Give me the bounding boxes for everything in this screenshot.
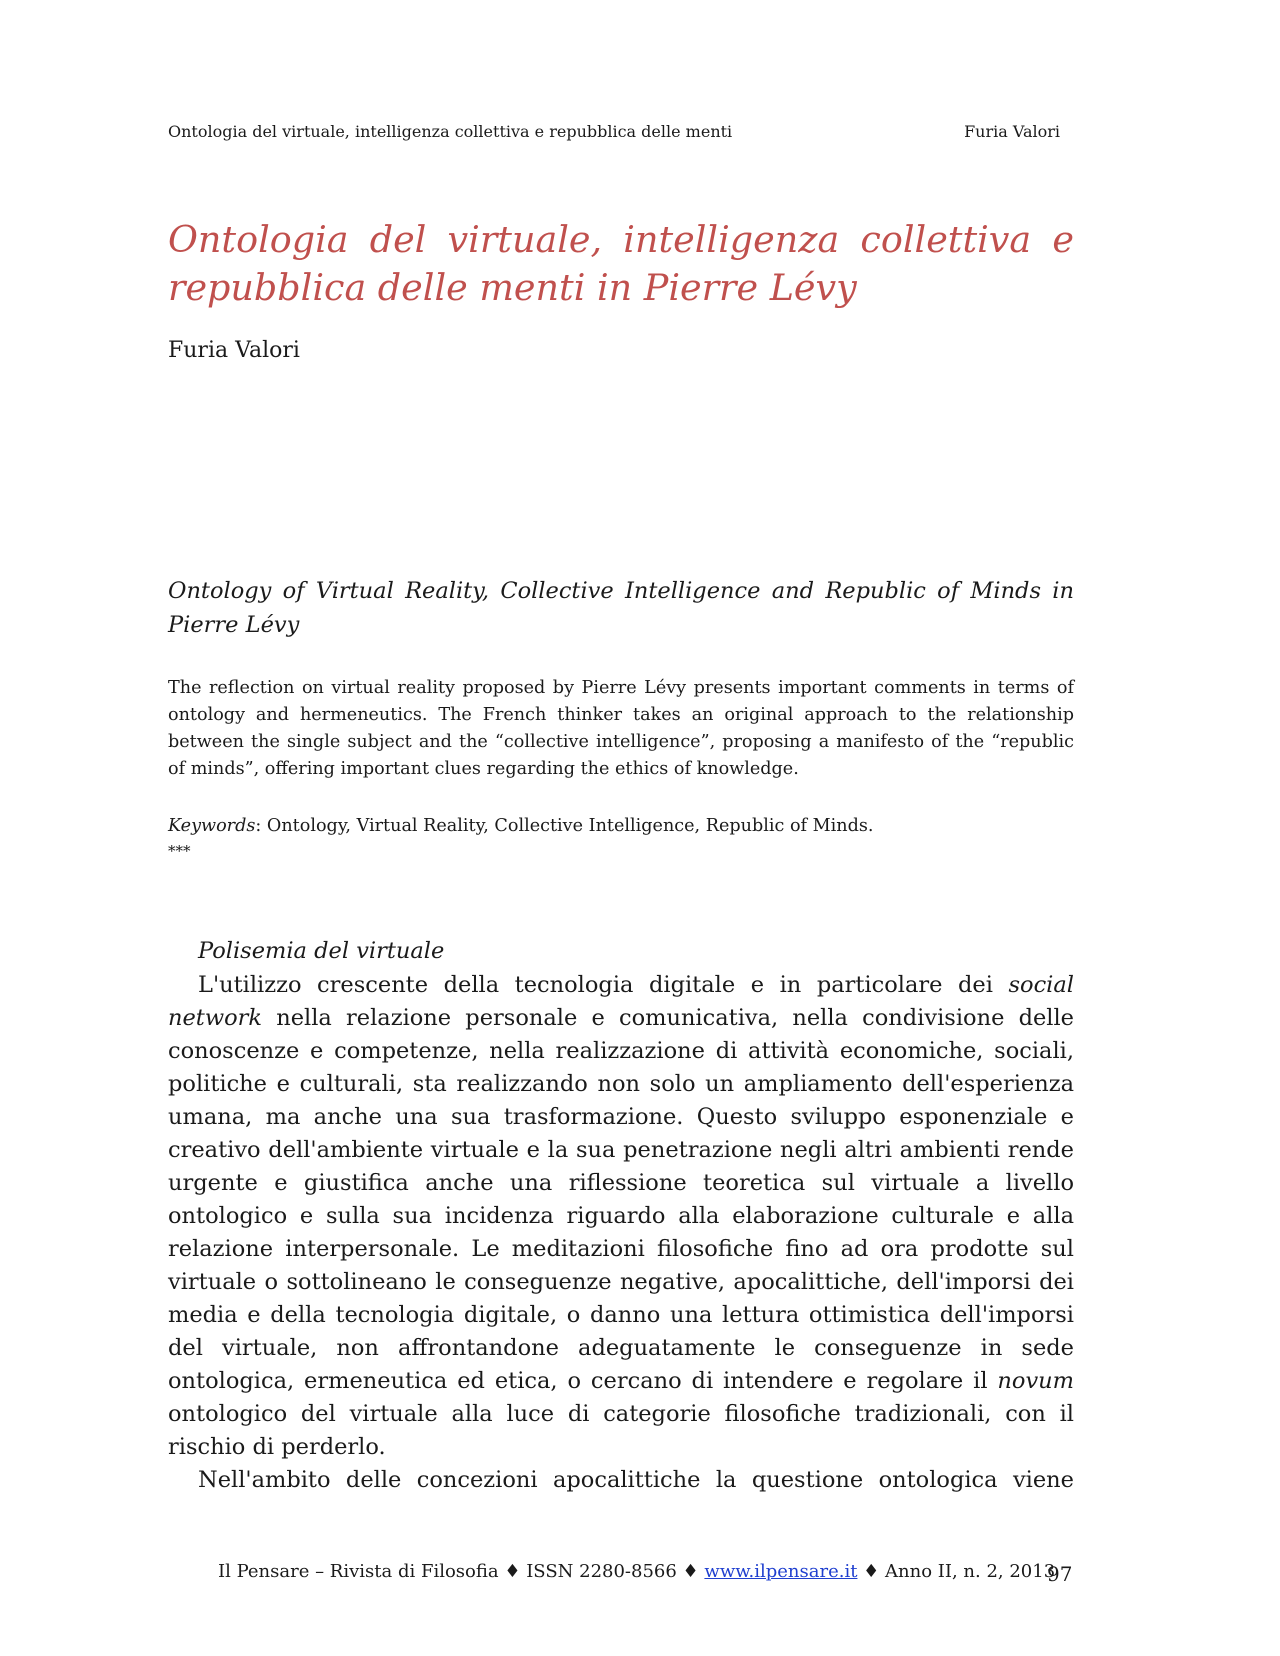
section-title: Polisemia del virtuale (198, 938, 445, 964)
keywords-text: Ontology, Virtual Reality, Collective Intelligence, Republic of Minds. (266, 816, 874, 836)
keywords-separator: : (255, 816, 267, 836)
section-separator: *** (168, 842, 191, 860)
body-paragraph-2: Nell'ambito delle concezioni apocalittiche la questione ontologica viene (198, 1467, 1074, 1493)
paragraph-1-part-e: ontologico del virtuale alla luce di categorie filosofiche tradizionali, con il rischio di perderlo. (168, 1401, 1074, 1460)
footer-issue: ♦ Anno II, n. 2, 2013 (857, 1561, 1056, 1582)
running-header-title: Ontologia del virtuale, intelligenza collettiva e repubblica delle menti (168, 122, 733, 141)
paragraph-1-italic-social-network: social network (168, 972, 1074, 1031)
body-paragraph-1 (168, 969, 1074, 1464)
page-footer (218, 1561, 1055, 1582)
article-author: Furia Valori (168, 338, 300, 363)
paragraph-1-italic-novum: novum (997, 1368, 1074, 1394)
abstract: The reflection on virtual reality proposed by Pierre Lévy presents important comments in terms of ontology and hermeneutics. The French thinker takes an original approach to the relationship between the single subject and the “collective intelligence”, proposing a manifesto of the “republic of minds”, offering important clues regarding the ethics of knowledge. (168, 678, 1074, 779)
keywords-label: Keywords (168, 816, 256, 836)
body-text (168, 969, 1074, 1497)
english-title: Ontology of Virtual Reality, Collective Intelligence and Republic of Minds in Pierre Lévy (168, 578, 1074, 638)
article-title: Ontologia del virtuale, intelligenza collettiva e repubblica delle menti in Pierre Lévy (168, 218, 1074, 309)
footer-website-link[interactable]: www.ilpensare.it (704, 1561, 858, 1582)
paragraph-1-part-c: nella relazione personale e comunicativa, nella condivisione delle conoscenze e competenze, nella realizzazione di attività economiche, sociali, politiche e culturali, sta realizzando non solo un ampliamento dell'esperienza umana, ma anche una sua trasformazione. Questo sviluppo esponenziale e creativo dell'ambiente virtuale e la sua penetrazione negli altri ambienti rende urgente e giustifica anche una riflessione teoretica sul virtuale a livello ontologico e sulla sua incidenza riguardo alla elaborazione culturale e alla relazione interpersonale. Le meditazioni filosofiche fino ad ora prodotte sul virtuale o sottolineano le conseguenze negative, apocalittiche, dell'imporsi dei media e della tecnologia digitale, o danno una lettura ottimistica dell'imporsi del virtuale, non affrontandone adeguatamente le conseguenze in sede ontologica, ermeneutica ed etica, o cercano di intendere e regolare il (168, 1005, 1074, 1394)
keywords (168, 813, 1074, 839)
page-number: 97 (1047, 1562, 1073, 1586)
paragraph-1-part-a: L'utilizzo crescente della tecnologia digitale e in particolare dei (198, 972, 1009, 998)
running-header-author: Furia Valori (964, 122, 1060, 141)
running-header (168, 122, 1060, 141)
footer-journal: Il Pensare – Rivista di Filosofia ♦ ISSN 2280-8566 ♦ (218, 1561, 705, 1582)
